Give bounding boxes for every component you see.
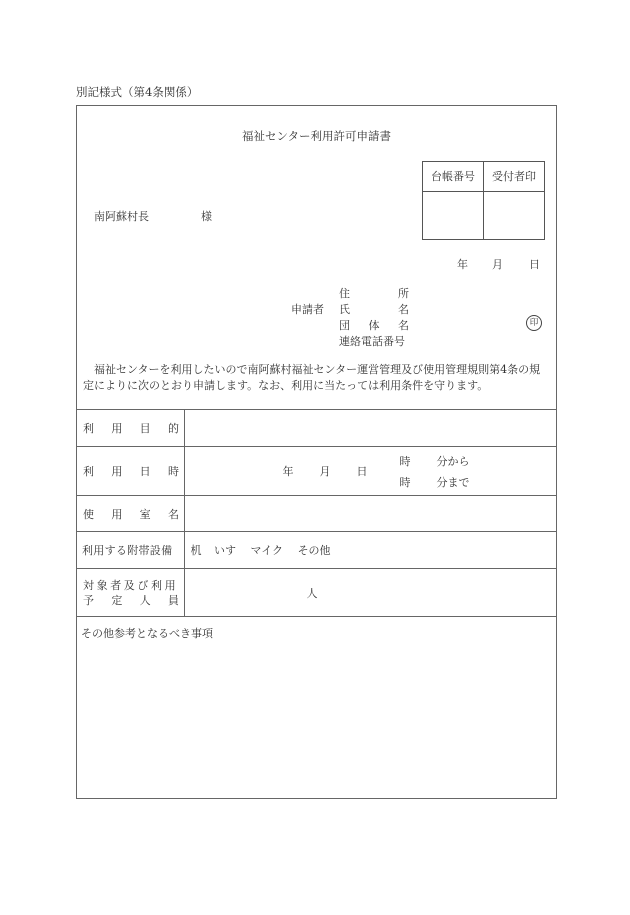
end-minute-label: 分まで — [436, 476, 470, 489]
form-caption: 別記様式（第4条関係） — [76, 85, 199, 99]
table-row-equipment — [77, 532, 556, 569]
ledger-number-header: 台帳番号 — [431, 170, 475, 183]
label-char: 用 — [111, 465, 123, 478]
equipment-option-desk[interactable]: 机 — [190, 544, 202, 557]
label-char: 所 — [398, 287, 409, 300]
label-char: 団 — [339, 319, 350, 332]
label-char: 的 — [167, 422, 179, 435]
table-row-attendees — [77, 569, 556, 617]
receiver-seal-header: 受付者印 — [492, 170, 536, 183]
label-char: 利 — [83, 465, 94, 478]
equipment-option-mic[interactable]: マイク — [250, 544, 284, 557]
label-char: 員 — [167, 593, 179, 607]
label-char: 氏 — [339, 303, 350, 316]
applicant-address-label — [339, 285, 409, 301]
label-char: 名 — [398, 319, 409, 332]
label-char: 使 — [83, 507, 94, 521]
applicant-label: 申請者 — [291, 303, 324, 316]
equipment-option-other[interactable]: その他 — [297, 544, 331, 557]
label-char: 予 — [83, 593, 94, 607]
date-day-label: 日 — [529, 258, 540, 271]
application-form — [76, 105, 557, 799]
label-char: 人 — [139, 593, 151, 607]
label-char: 利 — [83, 422, 94, 435]
table-row-notes — [77, 617, 556, 800]
label-char: 定 — [111, 593, 123, 607]
form-title: 福祉センター利用許可申請書 — [241, 129, 392, 143]
table-row-purpose — [77, 410, 556, 447]
applicant-group-label — [339, 317, 409, 333]
attendees-field[interactable] — [184, 569, 556, 617]
label-char: 名 — [398, 303, 409, 316]
applicant-phone-label: 連絡電話番号 — [339, 335, 405, 348]
table-row-datetime — [77, 447, 556, 496]
honorific: 様 — [201, 210, 212, 223]
applicant-name-label — [339, 301, 409, 317]
purpose-field[interactable] — [184, 410, 556, 447]
usage-day-label: 日 — [356, 465, 368, 478]
receiver-seal-field[interactable] — [484, 192, 544, 239]
label-char: 時 — [167, 465, 179, 478]
label-char: 体 — [368, 319, 380, 332]
application-statement — [83, 362, 551, 394]
ledger-number-field[interactable] — [423, 192, 483, 239]
datetime-field[interactable] — [184, 447, 556, 496]
equipment-options — [184, 532, 556, 569]
attendees-label-line1: 対象者及び利用 — [83, 578, 179, 592]
equipment-option-chair[interactable]: いす — [214, 544, 236, 557]
label-char: 用 — [111, 422, 123, 435]
purpose-label — [77, 410, 184, 447]
notes-field[interactable] — [77, 617, 556, 800]
seal-icon: 印 — [526, 315, 542, 331]
notes-label: その他参考となるべき事項 — [81, 627, 213, 640]
label-char: 住 — [339, 287, 350, 300]
start-minute-label: 分から — [436, 455, 470, 468]
datetime-label — [77, 447, 184, 496]
receipt-box — [422, 161, 545, 240]
label-char: 目 — [139, 422, 151, 435]
end-hour-label: 時 — [399, 476, 411, 489]
date-month-label: 月 — [492, 258, 503, 271]
usage-year-label: 年 — [282, 465, 294, 478]
label-char: 日 — [139, 465, 151, 478]
statement-text: 福祉センターを利用したいので南阿蘇村福祉センター運営管理及び使用管理規則第4条の規定によりに次のとおり申請します。なお、利用に当たっては利用条件を守ります。 — [83, 363, 541, 392]
equipment-label: 利用する附帯設備 — [77, 532, 184, 569]
table-row-room — [77, 496, 556, 532]
date-year-label: 年 — [457, 258, 468, 271]
room-label — [77, 496, 184, 532]
label-char: 名 — [167, 507, 179, 521]
label-char: 室 — [139, 507, 151, 521]
attendees-unit: 人 — [306, 586, 318, 600]
room-field[interactable] — [184, 496, 556, 532]
usage-month-label: 月 — [319, 465, 331, 478]
addressee: 南阿蘇村長 — [94, 210, 149, 223]
attendees-label — [77, 569, 184, 617]
start-hour-label: 時 — [399, 455, 411, 468]
label-char: 用 — [111, 507, 123, 521]
application-details-table — [77, 409, 556, 800]
